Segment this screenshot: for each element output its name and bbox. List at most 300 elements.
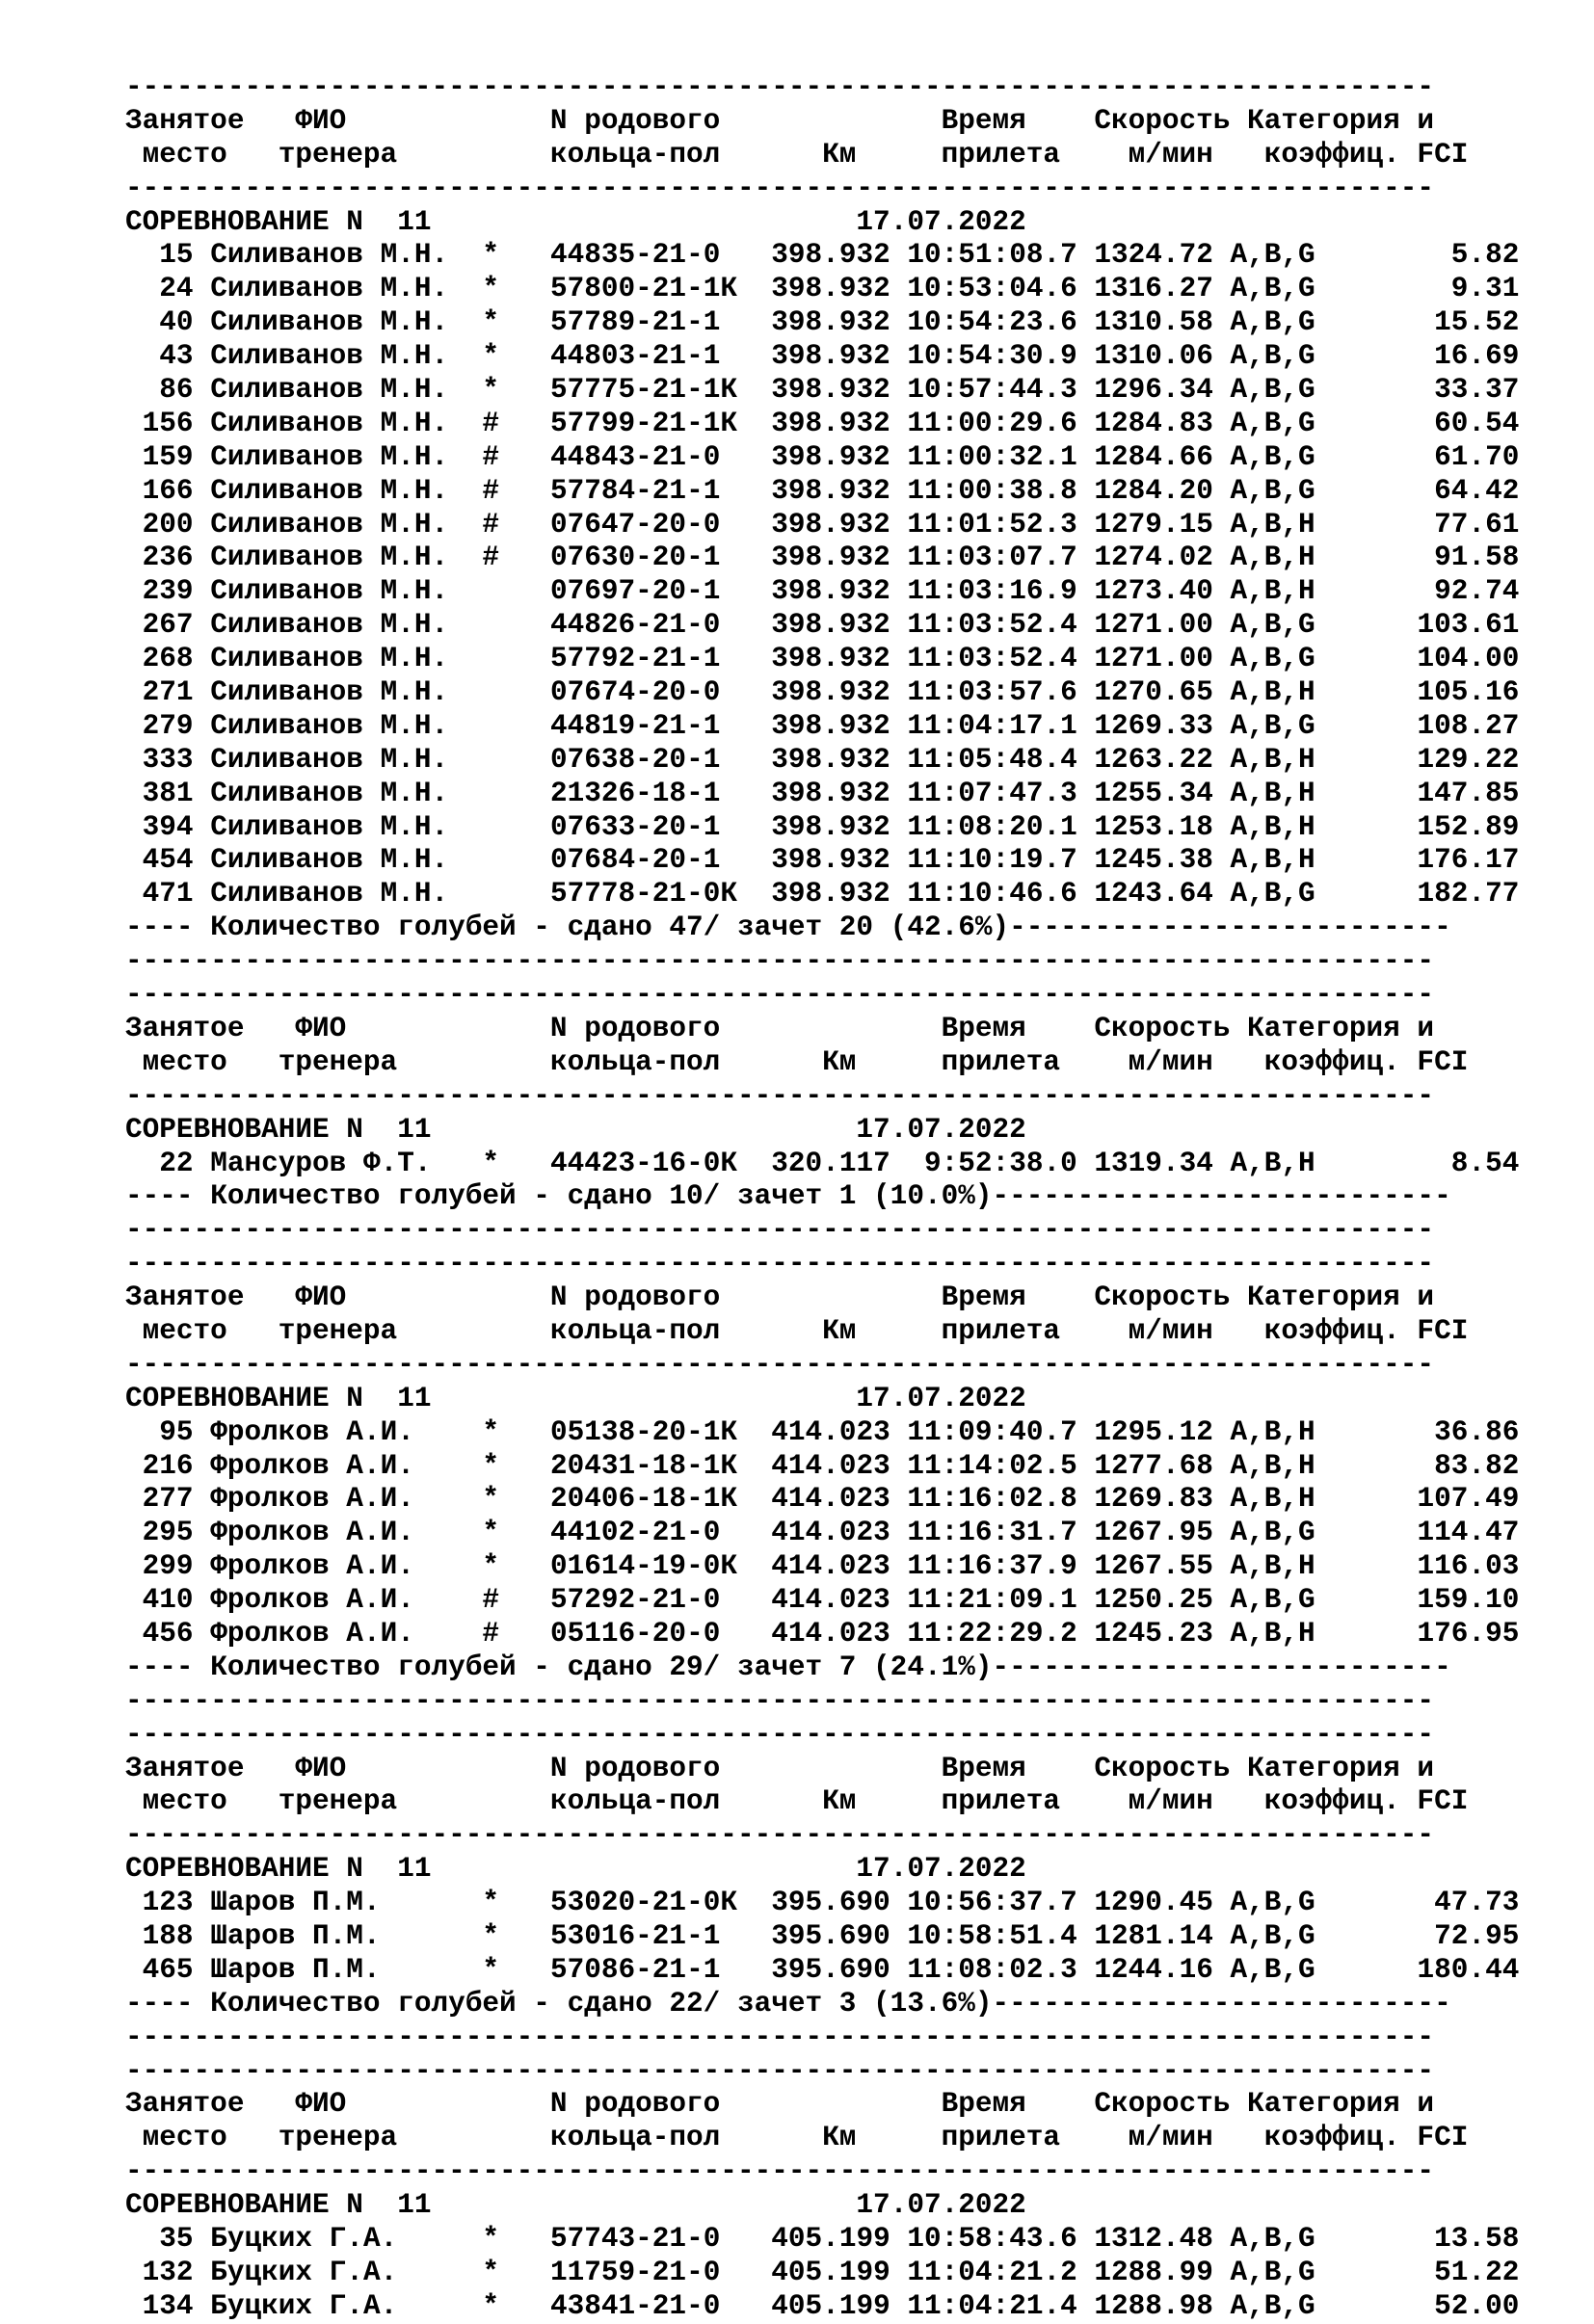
place: 239	[125, 575, 194, 608]
result-row	[125, 1618, 1519, 1651]
mark	[482, 844, 499, 876]
place: 132	[125, 2256, 194, 2288]
distance-km: 398.932	[771, 440, 890, 473]
trainer-name: Фролков А.И.	[210, 1517, 465, 1549]
result-row	[125, 710, 1519, 744]
speed: 1244.16	[1094, 1953, 1213, 1986]
result-row	[125, 374, 1519, 408]
mark: *	[482, 1449, 500, 1482]
column-header-top: Занятое ФИО N родового Время Скорость Категория и	[125, 1281, 1435, 1314]
separator: -----------------------------------------------------------------------------	[125, 1248, 1435, 1281]
ring-number: 44843-21-0	[549, 440, 755, 473]
speed: 1271.00	[1094, 609, 1213, 642]
trainer-name: Силиванов М.Н.	[210, 575, 465, 608]
distance-km: 398.932	[771, 709, 890, 742]
distance-km: 405.199	[771, 2223, 890, 2255]
ring-number: 07674-20-0	[549, 676, 755, 709]
ring-number: 57778-21-0К	[549, 878, 755, 911]
mark	[482, 710, 499, 742]
fci-coefficient: 182.77	[1332, 878, 1520, 911]
arrival-time: 11:08:02.3	[907, 1953, 1077, 1986]
arrival-time: 11:03:52.4	[907, 609, 1077, 642]
arrival-time: 11:16:02.8	[907, 1483, 1077, 1516]
distance-km: 398.932	[771, 810, 890, 843]
ring-number: 44803-21-1	[549, 340, 755, 373]
fci-coefficient: 33.37	[1332, 374, 1520, 407]
distance-km: 398.932	[771, 508, 890, 541]
trainer-name: Силиванов М.Н.	[210, 407, 465, 439]
speed: 1281.14	[1094, 1919, 1213, 1952]
column-header-top: Занятое ФИО N родового Время Скорость Категория и	[125, 1752, 1435, 1784]
place: 236	[125, 541, 194, 574]
arrival-time: 11:04:21.2	[907, 2256, 1077, 2288]
trainer-name: Силиванов М.Н.	[210, 273, 465, 305]
ring-number: 20431-18-1К	[549, 1449, 755, 1482]
arrival-time: 11:16:37.9	[907, 1550, 1077, 1583]
place: 456	[125, 1617, 194, 1650]
ring-number: 57800-21-1К	[549, 273, 755, 305]
separator: -----------------------------------------------------------------------------	[125, 945, 1435, 978]
result-row	[125, 643, 1519, 676]
mark	[482, 676, 499, 708]
trainer-name: Силиванов М.Н.	[210, 239, 465, 272]
distance-km: 414.023	[771, 1517, 890, 1549]
distance-km: 398.932	[771, 407, 890, 439]
separator: -----------------------------------------------------------------------------	[125, 979, 1435, 1012]
competition-line	[125, 1853, 1519, 1887]
category: A,B,G	[1230, 1953, 1333, 1986]
fci-coefficient: 108.27	[1332, 709, 1520, 742]
separator-line	[125, 71, 1519, 105]
competition-date: 17.07.2022	[856, 1382, 1026, 1414]
mark	[482, 811, 499, 843]
place: 166	[125, 474, 194, 507]
fci-coefficient: 176.95	[1332, 1617, 1520, 1650]
distance-km: 398.932	[771, 575, 890, 608]
result-row	[125, 1517, 1519, 1550]
arrival-time: 10:56:37.7	[907, 1887, 1077, 1919]
result-row	[125, 541, 1519, 575]
trainer-name: Силиванов М.Н.	[210, 306, 465, 339]
ring-number: 01614-19-0К	[549, 1550, 755, 1583]
category: A,B,G	[1230, 239, 1333, 272]
mark: #	[482, 440, 500, 473]
fci-coefficient: 105.16	[1332, 676, 1520, 709]
place: 156	[125, 407, 194, 439]
ring-number: 53020-21-0К	[549, 1887, 755, 1919]
place: 465	[125, 1953, 194, 1986]
mark: #	[482, 1584, 500, 1617]
trainer-name: Фролков А.И.	[210, 1483, 465, 1516]
distance-km: 414.023	[771, 1449, 890, 1482]
mark	[482, 744, 499, 776]
separator-line	[125, 1080, 1519, 1114]
speed: 1267.55	[1094, 1550, 1213, 1583]
category: A,B,H	[1230, 1449, 1333, 1482]
place: 279	[125, 709, 194, 742]
separator-line	[125, 979, 1519, 1013]
distance-km: 398.932	[771, 374, 890, 407]
separator-line	[125, 1819, 1519, 1853]
category: A,B,H	[1230, 1483, 1333, 1516]
category: A,B,G	[1230, 474, 1333, 507]
trainer-name: Силиванов М.Н.	[210, 777, 465, 809]
speed: 1270.65	[1094, 676, 1213, 709]
distance-km: 398.932	[771, 306, 890, 339]
ring-number: 44826-21-0	[549, 609, 755, 642]
mark: *	[482, 306, 500, 339]
column-header-bottom: место тренера кольца-пол Км прилета м/мин коэффиц. FCI	[125, 138, 1469, 171]
result-row	[125, 441, 1519, 475]
trainer-name: Фролков А.И.	[210, 1449, 465, 1482]
place: 86	[125, 374, 194, 407]
separator: -----------------------------------------------------------------------------	[125, 1819, 1435, 1852]
mark: #	[482, 474, 500, 507]
distance-km: 398.932	[771, 474, 890, 507]
ring-number: 07633-20-1	[549, 810, 755, 843]
trainer-name: Фролков А.И.	[210, 1617, 465, 1650]
mark: *	[482, 374, 500, 407]
separator-line	[125, 1719, 1519, 1753]
header-line-2	[125, 1315, 1519, 1349]
arrival-time: 10:54:30.9	[907, 340, 1077, 373]
competition-date: 17.07.2022	[856, 2189, 1026, 2222]
category: A,B,G	[1230, 709, 1333, 742]
ring-number: 44819-21-1	[549, 709, 755, 742]
trainer-name: Силиванов М.Н.	[210, 508, 465, 541]
separator-line	[125, 1349, 1519, 1383]
arrival-time: 11:07:47.3	[907, 777, 1077, 809]
arrival-time: 10:57:44.3	[907, 374, 1077, 407]
trainer-name: Шаров П.М.	[210, 1953, 465, 1986]
competition-line	[125, 1383, 1519, 1416]
result-row	[125, 1887, 1519, 1920]
header-line-2	[125, 2122, 1519, 2155]
ring-number: 57292-21-0	[549, 1584, 755, 1617]
place: 159	[125, 440, 194, 473]
trainer-name: Силиванов М.Н.	[210, 844, 465, 877]
ring-number: 11759-21-0	[549, 2256, 755, 2288]
arrival-time: 11:03:07.7	[907, 541, 1077, 574]
distance-km: 414.023	[771, 1584, 890, 1617]
ring-number: 57799-21-1К	[549, 407, 755, 439]
separator: -----------------------------------------------------------------------------	[125, 2054, 1435, 2087]
arrival-time: 10:51:08.7	[907, 239, 1077, 272]
place: 381	[125, 777, 194, 809]
fci-coefficient: 15.52	[1332, 306, 1520, 339]
header-line-2	[125, 1785, 1519, 1819]
trainer-name: Силиванов М.Н.	[210, 643, 465, 675]
fci-coefficient: 16.69	[1332, 340, 1520, 373]
column-header-top: Занятое ФИО N родового Время Скорость Категория и	[125, 1012, 1435, 1044]
speed: 1319.34	[1094, 1147, 1213, 1179]
header-line-2	[125, 139, 1519, 172]
speed: 1250.25	[1094, 1584, 1213, 1617]
arrival-time: 10:58:51.4	[907, 1919, 1077, 1952]
mark: #	[482, 508, 500, 541]
header-line-1	[125, 1013, 1519, 1046]
mark: *	[482, 1483, 500, 1516]
separator-line	[125, 172, 1519, 206]
result-row	[125, 1148, 1519, 1181]
arrival-time: 11:14:02.5	[907, 1449, 1077, 1482]
result-row	[125, 844, 1519, 878]
mark: *	[482, 239, 500, 272]
fci-coefficient: 147.85	[1332, 777, 1520, 809]
place: 471	[125, 878, 194, 911]
place: 299	[125, 1550, 194, 1583]
result-row	[125, 2290, 1519, 2324]
competition-line	[125, 206, 1519, 240]
place: 333	[125, 743, 194, 776]
separator-line	[125, 1248, 1519, 1281]
mark: #	[482, 407, 500, 439]
result-row	[125, 1920, 1519, 1954]
category: A,B,G	[1230, 878, 1333, 911]
category: A,B,G	[1230, 407, 1333, 439]
category: A,B,G	[1230, 2289, 1333, 2322]
ring-number: 57775-21-1К	[549, 374, 755, 407]
result-row	[125, 1584, 1519, 1618]
speed: 1274.02	[1094, 541, 1213, 574]
speed: 1310.58	[1094, 306, 1213, 339]
fci-coefficient: 9.31	[1332, 273, 1520, 305]
ring-number: 57743-21-0	[549, 2223, 755, 2255]
summary-line	[125, 1988, 1519, 2021]
distance-km: 395.690	[771, 1953, 890, 1986]
header-line-2	[125, 1046, 1519, 1080]
mark	[482, 575, 499, 607]
category: A,B,G	[1230, 1584, 1333, 1617]
place: 40	[125, 306, 194, 339]
ring-number: 44102-21-0	[549, 1517, 755, 1549]
speed: 1277.68	[1094, 1449, 1213, 1482]
category: A,B,G	[1230, 2223, 1333, 2255]
trainer-name: Шаров П.М.	[210, 1919, 465, 1952]
speed: 1255.34	[1094, 777, 1213, 809]
fci-coefficient: 60.54	[1332, 407, 1520, 439]
result-row	[125, 609, 1519, 643]
column-header-top: Занятое ФИО N родового Время Скорость Категория и	[125, 104, 1435, 137]
trainer-name: Силиванов М.Н.	[210, 743, 465, 776]
mark: *	[482, 2256, 500, 2288]
result-row	[125, 1954, 1519, 1988]
category: A,B,H	[1230, 541, 1333, 574]
column-header-bottom: место тренера кольца-пол Км прилета м/мин коэффиц. FCI	[125, 1045, 1469, 1078]
column-header-bottom: место тренера кольца-пол Км прилета м/мин коэффиц. FCI	[125, 1785, 1469, 1818]
result-row	[125, 1550, 1519, 1584]
fci-coefficient: 129.22	[1332, 743, 1520, 776]
speed: 1273.40	[1094, 575, 1213, 608]
arrival-time: 11:04:21.4	[907, 2289, 1077, 2322]
ring-number: 20406-18-1К	[549, 1483, 755, 1516]
fci-coefficient: 159.10	[1332, 1584, 1520, 1617]
speed: 1269.83	[1094, 1483, 1213, 1516]
speed: 1324.72	[1094, 239, 1213, 272]
separator-line	[125, 2155, 1519, 2189]
result-row	[125, 878, 1519, 911]
fci-coefficient: 116.03	[1332, 1550, 1520, 1583]
arrival-time: 10:58:43.6	[907, 2223, 1077, 2255]
category: A,B,G	[1230, 2256, 1333, 2288]
place: 410	[125, 1584, 194, 1617]
speed: 1296.34	[1094, 374, 1213, 407]
arrival-time: 11:03:57.6	[907, 676, 1077, 709]
header-line-1	[125, 105, 1519, 139]
speed: 1316.27	[1094, 273, 1213, 305]
trainer-name: Силиванов М.Н.	[210, 374, 465, 407]
result-row	[125, 1416, 1519, 1450]
result-row	[125, 509, 1519, 542]
fci-coefficient: 77.61	[1332, 508, 1520, 541]
place: 277	[125, 1483, 194, 1516]
fci-coefficient: 91.58	[1332, 541, 1520, 574]
place: 200	[125, 508, 194, 541]
category: A,B,H	[1230, 1617, 1333, 1650]
column-header-top: Занятое ФИО N родового Время Скорость Категория и	[125, 2088, 1435, 2121]
arrival-time: 11:16:31.7	[907, 1517, 1077, 1549]
arrival-time: 11:22:29.2	[907, 1617, 1077, 1650]
speed: 1253.18	[1094, 810, 1213, 843]
category: A,B,H	[1230, 743, 1333, 776]
mark: *	[482, 1550, 500, 1583]
speed: 1295.12	[1094, 1415, 1213, 1448]
arrival-time: 11:10:19.7	[907, 844, 1077, 877]
arrival-time: 11:03:16.9	[907, 575, 1077, 608]
mark: *	[482, 340, 500, 373]
separator: -----------------------------------------------------------------------------	[125, 1079, 1435, 1112]
ring-number: 44835-21-0	[549, 239, 755, 272]
trainer-name: Буцких Г.А.	[210, 2223, 465, 2255]
fci-coefficient: 152.89	[1332, 810, 1520, 843]
separator: -----------------------------------------------------------------------------	[125, 1718, 1435, 1751]
competition-date: 17.07.2022	[856, 1113, 1026, 1146]
fci-coefficient: 107.49	[1332, 1483, 1520, 1516]
ring-number: 43841-21-0	[549, 2289, 755, 2322]
mark	[482, 609, 499, 641]
arrival-time: 9:52:38.0	[907, 1147, 1077, 1179]
arrival-time: 11:00:38.8	[907, 474, 1077, 507]
fci-coefficient: 72.95	[1332, 1919, 1520, 1952]
trainer-name: Силиванов М.Н.	[210, 440, 465, 473]
mark: #	[482, 541, 500, 574]
competition-label: СОРЕВНОВАНИЕ N 11	[125, 1382, 432, 1414]
arrival-time: 10:53:04.6	[907, 273, 1077, 305]
category: A,B,H	[1230, 508, 1333, 541]
distance-km: 398.932	[771, 643, 890, 675]
mark: *	[482, 1147, 500, 1179]
mark: *	[482, 2223, 500, 2255]
trainer-name: Буцких Г.А.	[210, 2289, 465, 2322]
place: 134	[125, 2289, 194, 2322]
category: A,B,G	[1230, 440, 1333, 473]
ring-number: 07697-20-1	[549, 575, 755, 608]
result-row	[125, 676, 1519, 710]
separator: -----------------------------------------------------------------------------	[125, 2155, 1435, 2188]
result-row	[125, 2223, 1519, 2257]
result-row	[125, 306, 1519, 340]
fci-coefficient: 176.17	[1332, 844, 1520, 877]
competition-label: СОРЕВНОВАНИЕ N 11	[125, 1853, 432, 1886]
result-row	[125, 2257, 1519, 2290]
distance-km: 398.932	[771, 239, 890, 272]
category: A,B,G	[1230, 1887, 1333, 1919]
category: A,B,G	[1230, 306, 1333, 339]
ring-number: 21326-18-1	[549, 777, 755, 809]
result-row	[125, 1483, 1519, 1517]
distance-km: 398.932	[771, 743, 890, 776]
speed: 1310.06	[1094, 340, 1213, 373]
arrival-time: 10:54:23.6	[907, 306, 1077, 339]
competition-date: 17.07.2022	[856, 205, 1026, 238]
speed: 1263.22	[1094, 743, 1213, 776]
speed: 1245.38	[1094, 844, 1213, 877]
arrival-time: 11:00:29.6	[907, 407, 1077, 439]
separator: -----------------------------------------------------------------------------	[125, 71, 1435, 103]
distance-km: 414.023	[771, 1617, 890, 1650]
separator: -----------------------------------------------------------------------------	[125, 1348, 1435, 1381]
separator-line	[125, 2055, 1519, 2089]
place: 123	[125, 1887, 194, 1919]
arrival-time: 11:05:48.4	[907, 743, 1077, 776]
fci-coefficient: 83.82	[1332, 1449, 1520, 1482]
mark: *	[482, 1919, 500, 1952]
category: A,B,G	[1230, 374, 1333, 407]
ring-number: 05138-20-1К	[549, 1415, 755, 1448]
place: 268	[125, 643, 194, 675]
distance-km: 320.117	[771, 1147, 890, 1179]
fci-coefficient: 61.70	[1332, 440, 1520, 473]
place: 267	[125, 609, 194, 642]
result-row	[125, 744, 1519, 778]
section-summary: ---- Количество голубей - сдано 29/ зачет 7 (24.1%)---------------------------	[125, 1651, 1451, 1683]
category: A,B,G	[1230, 1919, 1333, 1952]
result-row	[125, 239, 1519, 273]
result-row	[125, 340, 1519, 374]
speed: 1284.83	[1094, 407, 1213, 439]
place: 43	[125, 340, 194, 373]
fci-coefficient: 13.58	[1332, 2223, 1520, 2255]
trainer-name: Силиванов М.Н.	[210, 340, 465, 373]
trainer-name: Силиванов М.Н.	[210, 609, 465, 642]
arrival-time: 11:08:20.1	[907, 810, 1077, 843]
competition-label: СОРЕВНОВАНИЕ N 11	[125, 205, 432, 238]
fci-coefficient: 8.54	[1332, 1147, 1520, 1179]
speed: 1284.66	[1094, 440, 1213, 473]
summary-line	[125, 1180, 1519, 1214]
place: 24	[125, 273, 194, 305]
fci-coefficient: 5.82	[1332, 239, 1520, 272]
arrival-time: 11:09:40.7	[907, 1415, 1077, 1448]
place: 15	[125, 239, 194, 272]
mark	[482, 778, 499, 809]
trainer-name: Силиванов М.Н.	[210, 541, 465, 574]
distance-km: 398.932	[771, 273, 890, 305]
section-summary: ---- Количество голубей - сдано 10/ зачет 1 (10.0%)---------------------------	[125, 1180, 1451, 1213]
trainer-name: Фролков А.И.	[210, 1415, 465, 1448]
ring-number: 57086-21-1	[549, 1953, 755, 1986]
result-row	[125, 1450, 1519, 1484]
distance-km: 405.199	[771, 2256, 890, 2288]
category: A,B,H	[1230, 1147, 1333, 1179]
mark: *	[482, 1887, 500, 1919]
ring-number: 05116-20-0	[549, 1617, 755, 1650]
speed: 1284.20	[1094, 474, 1213, 507]
section-summary: ---- Количество голубей - сдано 22/ зачет 3 (13.6%)---------------------------	[125, 1987, 1451, 2020]
mark: *	[482, 1415, 500, 1448]
trainer-name: Силиванов М.Н.	[210, 878, 465, 911]
summary-line	[125, 911, 1519, 945]
